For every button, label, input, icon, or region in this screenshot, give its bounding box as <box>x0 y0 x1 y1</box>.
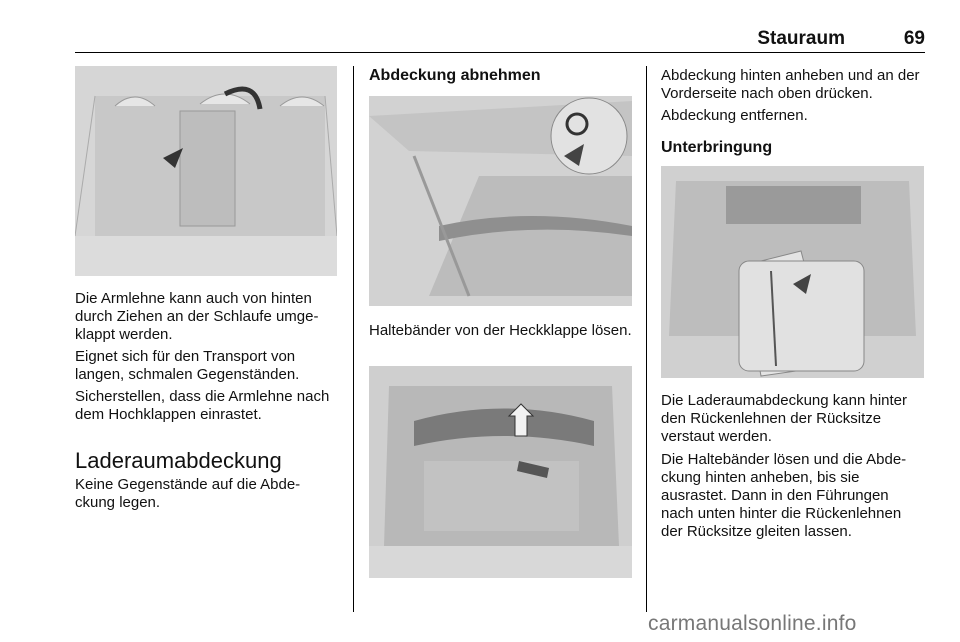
section-title: Stauraum <box>757 28 845 49</box>
armrest-illustration <box>75 66 337 276</box>
page-header <box>75 26 925 53</box>
watermark: carmanualsonline.info <box>648 612 857 635</box>
stowage-drawing <box>661 166 924 378</box>
armrest-drawing <box>75 66 337 276</box>
paragraph: Die Laderaumabdeckung kann hinter den Rückenlehnen der Rücksitze verstaut werden. <box>661 392 907 445</box>
tailgate-strap-illustration <box>369 96 632 306</box>
cargo-cover-drawing <box>369 366 632 578</box>
tailgate-drawing <box>369 96 632 306</box>
subsection-heading: Unterbringung <box>661 139 773 156</box>
paragraph: Abdeckung hinten anheben und an der Vorderseite nach oben drücken. <box>661 67 920 102</box>
paragraph: Abdeckung entfernen. <box>661 107 808 124</box>
paragraph: Eignet sich für den Transport von langen, schmalen Gegenständen. <box>75 348 300 383</box>
paragraph: Sicherstellen, dass die Armlehne nach dem Hochklappen einrastet. <box>75 388 330 423</box>
stowage-illustration <box>661 166 924 378</box>
page-number: 69 <box>903 28 925 49</box>
paragraph: Die Armlehne kann auch von hinten durch Ziehen an der Schlaufe umge‐ klappt werden. <box>75 290 319 343</box>
section-heading: Laderaumabdeckung <box>75 448 282 473</box>
cargo-cover-illustration <box>369 366 632 578</box>
paragraph: Die Haltebänder lösen und die Abde‐ ckung hinten anheben, bis sie ausrastet. Dann in den Führungen nach unten hinter die Rückenlehnen der Rücksitze gleiten lassen. <box>661 451 907 540</box>
paragraph: Keine Gegenstände auf die Abde‐ ckung legen. <box>75 476 301 511</box>
paragraph: Haltebänder von der Heckklappe lösen. <box>369 322 632 339</box>
subsection-heading: Abdeckung abnehmen <box>369 67 541 84</box>
column-divider <box>646 66 647 612</box>
column-divider <box>353 66 354 612</box>
